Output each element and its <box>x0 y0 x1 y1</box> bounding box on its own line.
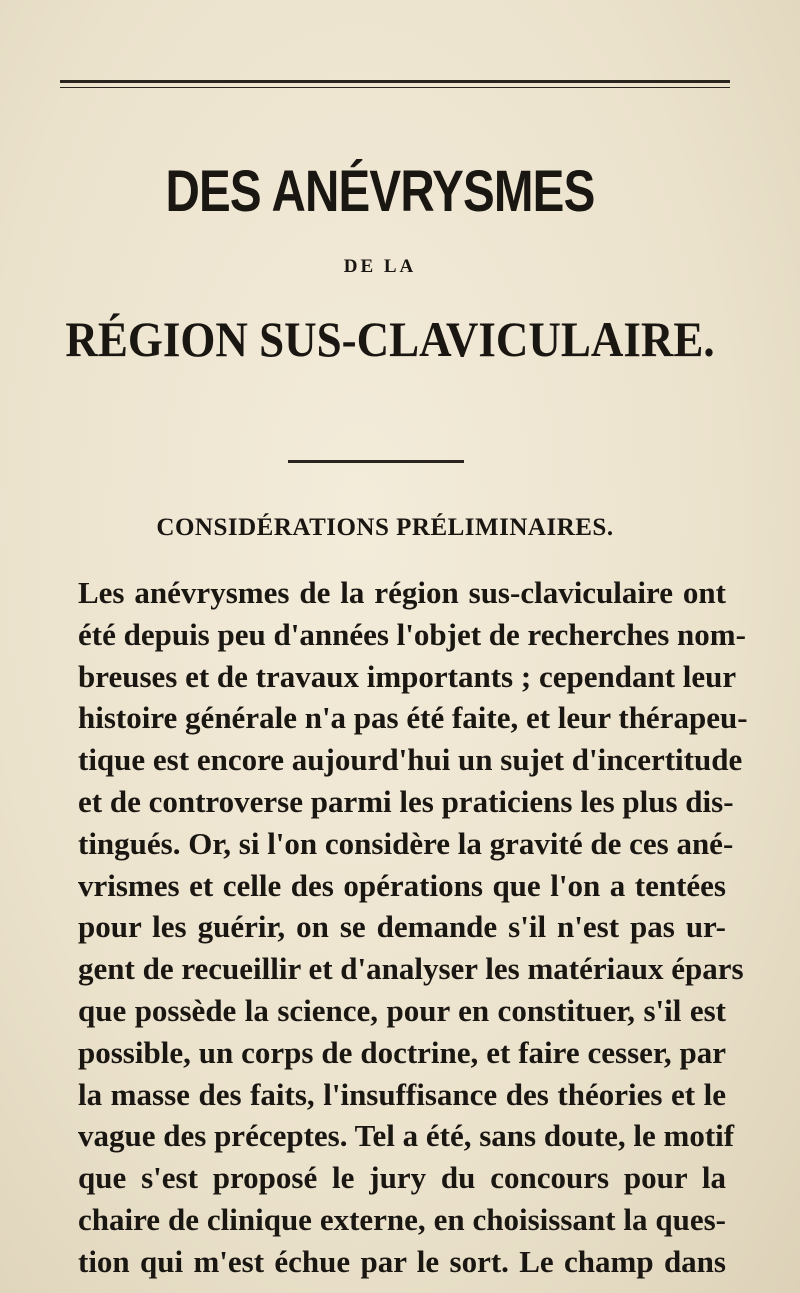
body-line: tique est encore aujourd'hui un sujet d'incertitude <box>78 742 743 778</box>
body-line: que s'est proposé le jury du concours pour la <box>78 1160 726 1196</box>
body-line: pour les guérir, on se demande s'il n'est pas ur- <box>78 909 726 945</box>
body-line: la masse des faits, l'insuffisance des théories et le <box>78 1076 726 1112</box>
body-line: tion qui m'est échue par le sort. Le champ dans <box>78 1243 726 1279</box>
body-line: Les anévrysmes de la région sus-claviculaire ont <box>78 575 726 610</box>
body-line: tingués. Or, si l'on considère la gravité de ces ané- <box>78 825 734 861</box>
title-main: DES ANÉVRYSMES <box>165 159 595 224</box>
title-region: RÉGION SUS-CLAVICULAIRE. <box>65 311 715 367</box>
body-line: gent de recueillir et d'analyser les matériaux épars <box>78 951 744 987</box>
body-line: et de controverse parmi les praticiens les plus dis- <box>78 783 734 819</box>
body-line: vrismes et celle des opérations que l'on a tentées <box>78 867 726 903</box>
body-line: chaire de clinique externe, en choisissant la ques- <box>78 1201 726 1237</box>
body-line: été depuis peu d'années l'objet de recherches nom- <box>78 616 746 652</box>
body-paragraph <box>78 572 748 1283</box>
section-heading: CONSIDÉRATIONS PRÉLIMINAIRES. <box>156 514 614 541</box>
separator-rule <box>288 460 464 463</box>
body-line: vague des préceptes. Tel a été, sans doute, le motif <box>78 1118 735 1154</box>
body-line: breuses et de travaux importants ; cependant leur <box>78 658 737 694</box>
title-sub: DE LA <box>343 256 417 277</box>
body-line: possible, un corps de doctrine, et faire cesser, par <box>78 1034 726 1070</box>
body-line: histoire générale n'a pas été faite, et leur thérapeu- <box>78 700 748 736</box>
body-line: que possède la science, pour en constituer, s'il est <box>78 992 726 1028</box>
top-double-rule <box>60 80 730 88</box>
